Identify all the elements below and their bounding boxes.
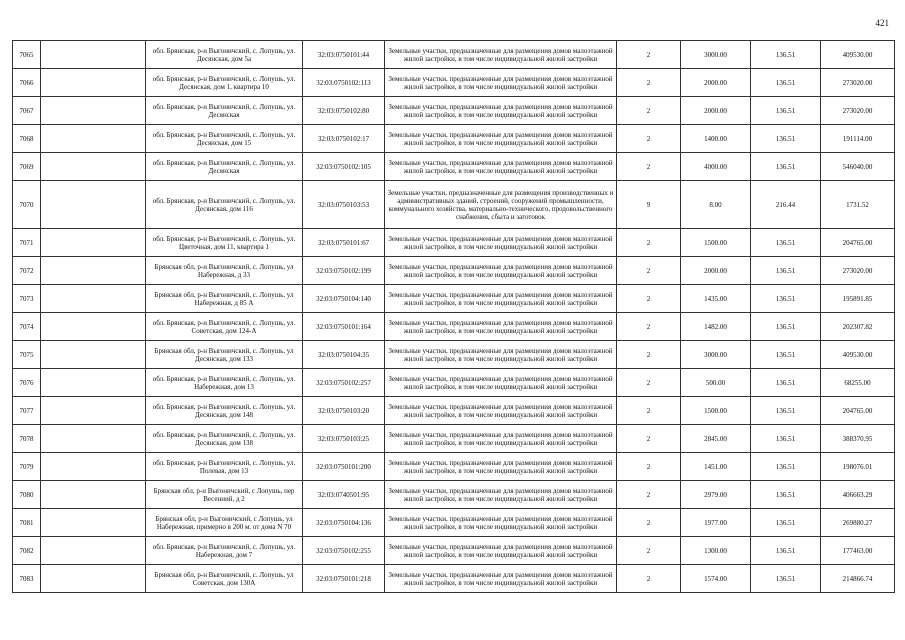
cadastral-number-cell: 32:03:0750102:113 — [303, 69, 385, 97]
page-number: 421 — [875, 18, 889, 28]
blank-cell — [41, 481, 146, 509]
cadastral-number-cell: 32:03:0750102:257 — [303, 369, 385, 397]
cadastral-number-cell: 32:03:0750103:25 — [303, 425, 385, 453]
land-use-cell: Земельные участки, предназначенные для размещения производственных и административных зданий, строений, сооружений промышленности, коммунального хозяйства, материально-технического, продовольственного снабжения, сбыта и заготовок — [385, 181, 617, 229]
use-code-cell: 2 — [617, 257, 681, 285]
cadastral-number-cell: 32:03:0750102:80 — [303, 97, 385, 125]
blank-cell — [41, 69, 146, 97]
address-cell: Брянская обл, р-н Выгоничский, с Лопушь, пер Весенний, д 2 — [146, 481, 303, 509]
cadastral-value-cell: 191114.00 — [821, 125, 895, 153]
rate-cell: 136.51 — [751, 397, 821, 425]
table-row — [13, 69, 895, 97]
blank-cell — [41, 257, 146, 285]
use-code-cell: 2 — [617, 369, 681, 397]
table-row — [13, 537, 895, 565]
rate-cell: 136.51 — [751, 453, 821, 481]
use-code-cell: 9 — [617, 181, 681, 229]
use-code-cell: 2 — [617, 97, 681, 125]
land-use-cell: Земельные участки, предназначенные для размещения домов малоэтажной жилой застройки, в том числе индивидуальной жилой застройки — [385, 425, 617, 453]
row-number-cell: 7069 — [13, 153, 41, 181]
rate-cell: 216.44 — [751, 181, 821, 229]
area-cell: 1977.00 — [681, 509, 751, 537]
row-number-cell: 7078 — [13, 425, 41, 453]
land-use-cell: Земельные участки, предназначенные для размещения домов малоэтажной жилой застройки, в том числе индивидуальной жилой застройки — [385, 341, 617, 369]
use-code-cell: 2 — [617, 481, 681, 509]
row-number-cell: 7076 — [13, 369, 41, 397]
area-cell: 1300.00 — [681, 537, 751, 565]
cadastral-number-cell: 32:03:0750101:200 — [303, 453, 385, 481]
area-cell: 1500.00 — [681, 397, 751, 425]
row-number-cell: 7082 — [13, 537, 41, 565]
blank-cell — [41, 41, 146, 69]
cadastral-number-cell: 32:03:0750102:199 — [303, 257, 385, 285]
cadastral-value-cell: 204765.00 — [821, 397, 895, 425]
blank-cell — [41, 341, 146, 369]
land-use-cell: Земельные участки, предназначенные для размещения домов малоэтажной жилой застройки, в том числе индивидуальной жилой застройки — [385, 369, 617, 397]
area-cell: 1400.00 — [681, 125, 751, 153]
land-use-cell: Земельные участки, предназначенные для размещения домов малоэтажной жилой застройки, в том числе индивидуальной жилой застройки — [385, 69, 617, 97]
row-number-cell: 7075 — [13, 341, 41, 369]
blank-cell — [41, 397, 146, 425]
cadastral-number-cell: 32:03:0750104:35 — [303, 341, 385, 369]
table-row — [13, 257, 895, 285]
blank-cell — [41, 453, 146, 481]
cadastral-value-cell: 273020.00 — [821, 97, 895, 125]
use-code-cell: 2 — [617, 397, 681, 425]
address-cell: обл. Брянская, р-н Выгоничский, с. Лопушь, ул. Десянская, дом 148 — [146, 397, 303, 425]
rate-cell: 136.51 — [751, 565, 821, 593]
area-cell: 3000.00 — [681, 341, 751, 369]
address-cell: обл. Брянская, р-н Выгоничский, с. Лопушь, ул. Десянская, дом 138 — [146, 425, 303, 453]
table-row — [13, 397, 895, 425]
address-cell: Брянская обл, р-н Выгоничский, с. Лопушь, ул Набережная, д 85 А — [146, 285, 303, 313]
table-row — [13, 425, 895, 453]
area-cell: 1500.00 — [681, 229, 751, 257]
area-cell: 1482.00 — [681, 313, 751, 341]
blank-cell — [41, 97, 146, 125]
row-number-cell: 7065 — [13, 41, 41, 69]
cadastral-value-cell: 273020.00 — [821, 257, 895, 285]
cadastral-value-cell: 195891.85 — [821, 285, 895, 313]
area-cell: 500.00 — [681, 369, 751, 397]
table-row — [13, 481, 895, 509]
blank-cell — [41, 285, 146, 313]
use-code-cell: 2 — [617, 537, 681, 565]
use-code-cell: 2 — [617, 69, 681, 97]
rate-cell: 136.51 — [751, 41, 821, 69]
row-number-cell: 7079 — [13, 453, 41, 481]
table-row — [13, 285, 895, 313]
blank-cell — [41, 229, 146, 257]
land-use-cell: Земельные участки, предназначенные для размещения домов малоэтажной жилой застройки, в том числе индивидуальной жилой застройки — [385, 257, 617, 285]
area-cell: 2845.00 — [681, 425, 751, 453]
area-cell: 2000.00 — [681, 257, 751, 285]
rate-cell: 136.51 — [751, 229, 821, 257]
rate-cell: 136.51 — [751, 509, 821, 537]
rate-cell: 136.51 — [751, 537, 821, 565]
cadastral-value-cell: 68255.00 — [821, 369, 895, 397]
cadastral-value-cell: 177463.00 — [821, 537, 895, 565]
row-number-cell: 7072 — [13, 257, 41, 285]
cadastral-value-cell: 202307.82 — [821, 313, 895, 341]
area-cell: 8.00 — [681, 181, 751, 229]
land-use-cell: Земельные участки, предназначенные для размещения домов малоэтажной жилой застройки, в том числе индивидуальной жилой застройки — [385, 453, 617, 481]
use-code-cell: 2 — [617, 41, 681, 69]
address-cell: обл. Брянская, р-н Выгоничский, с. Лопушь, ул. Советская, дом 124-А — [146, 313, 303, 341]
land-use-cell: Земельные участки, предназначенные для размещения домов малоэтажной жилой застройки, в том числе индивидуальной жилой застройки — [385, 153, 617, 181]
row-number-cell: 7067 — [13, 97, 41, 125]
area-cell: 3000.00 — [681, 41, 751, 69]
cadastral-number-cell: 32:03:0750103:53 — [303, 181, 385, 229]
land-use-cell: Земельные участки, предназначенные для размещения домов малоэтажной жилой застройки, в том числе индивидуальной жилой застройки — [385, 41, 617, 69]
area-cell: 2979.00 — [681, 481, 751, 509]
land-use-cell: Земельные участки, предназначенные для размещения домов малоэтажной жилой застройки, в том числе индивидуальной жилой застройки — [385, 537, 617, 565]
row-number-cell: 7073 — [13, 285, 41, 313]
rate-cell: 136.51 — [751, 425, 821, 453]
cadastral-number-cell: 32:03:0750101:218 — [303, 565, 385, 593]
cadastral-value-cell: 1731.52 — [821, 181, 895, 229]
land-use-cell: Земельные участки, предназначенные для размещения домов малоэтажной жилой застройки, в том числе индивидуальной жилой застройки — [385, 313, 617, 341]
cadastral-value-cell: 406663.29 — [821, 481, 895, 509]
rate-cell: 136.51 — [751, 153, 821, 181]
area-cell: 1451.00 — [681, 453, 751, 481]
cadastral-value-cell: 273020.00 — [821, 69, 895, 97]
area-cell: 4000.00 — [681, 153, 751, 181]
blank-cell — [41, 509, 146, 537]
row-number-cell: 7068 — [13, 125, 41, 153]
land-use-cell: Земельные участки, предназначенные для размещения домов малоэтажной жилой застройки, в том числе индивидуальной жилой застройки — [385, 97, 617, 125]
blank-cell — [41, 181, 146, 229]
rate-cell: 136.51 — [751, 97, 821, 125]
land-use-cell: Земельные участки, предназначенные для размещения домов малоэтажной жилой застройки, в том числе индивидуальной жилой застройки — [385, 285, 617, 313]
table-row — [13, 509, 895, 537]
use-code-cell: 2 — [617, 565, 681, 593]
address-cell: Брянская обл, р-н Выгоничский, с. Лопушь, ул Советская, дом 130А — [146, 565, 303, 593]
blank-cell — [41, 369, 146, 397]
land-use-cell: Земельные участки, предназначенные для размещения домов малоэтажной жилой застройки, в том числе индивидуальной жилой застройки — [385, 481, 617, 509]
land-use-cell: Земельные участки, предназначенные для размещения домов малоэтажной жилой застройки, в том числе индивидуальной жилой застройки — [385, 565, 617, 593]
table-row — [13, 453, 895, 481]
table-row — [13, 181, 895, 229]
row-number-cell: 7077 — [13, 397, 41, 425]
blank-cell — [41, 125, 146, 153]
cadastral-number-cell: 32:03:0750101:44 — [303, 41, 385, 69]
table-row — [13, 369, 895, 397]
address-cell: обл. Брянская, р-н Выгоничский, с. Лопушь, ул. Десянская, дом 1, квартира 10 — [146, 69, 303, 97]
blank-cell — [41, 313, 146, 341]
area-cell: 2000.00 — [681, 69, 751, 97]
cadastral-number-cell: 32:03:0750104:140 — [303, 285, 385, 313]
rate-cell: 136.51 — [751, 313, 821, 341]
use-code-cell: 2 — [617, 509, 681, 537]
use-code-cell: 2 — [617, 229, 681, 257]
table-row — [13, 229, 895, 257]
address-cell: обл. Брянская, р-н Выгоничский, с. Лопушь, ул. Цветочная, дом 11, квартира 1 — [146, 229, 303, 257]
rate-cell: 136.51 — [751, 257, 821, 285]
use-code-cell: 2 — [617, 341, 681, 369]
rate-cell: 136.51 — [751, 285, 821, 313]
row-number-cell: 7083 — [13, 565, 41, 593]
address-cell: обл. Брянская, р-н Выгоничский, с. Лопушь, ул. Десянская, дом 15 — [146, 125, 303, 153]
blank-cell — [41, 565, 146, 593]
land-use-cell: Земельные участки, предназначенные для размещения домов малоэтажной жилой застройки, в том числе индивидуальной жилой застройки — [385, 397, 617, 425]
address-cell: обл. Брянская, р-н Выгоничский, с. Лопушь, ул. Десянская, дом 5а — [146, 41, 303, 69]
blank-cell — [41, 537, 146, 565]
address-cell: обл. Брянская, р-н Выгоничский, с. Лопушь, ул. Десянская — [146, 153, 303, 181]
table-body — [13, 41, 895, 593]
land-use-cell: Земельные участки, предназначенные для размещения домов малоэтажной жилой застройки, в том числе индивидуальной жилой застройки — [385, 229, 617, 257]
address-cell: обл. Брянская, р-н Выгоничский, с. Лопушь, ул. Десянская — [146, 97, 303, 125]
area-cell: 2000.00 — [681, 97, 751, 125]
rate-cell: 136.51 — [751, 481, 821, 509]
table-row — [13, 97, 895, 125]
cadastral-number-cell: 32:03:0750101:67 — [303, 229, 385, 257]
cadastral-number-cell: 32:03:0750104:136 — [303, 509, 385, 537]
cadastral-number-cell: 32:03:0750102:17 — [303, 125, 385, 153]
cadastral-value-cell: 409530.00 — [821, 341, 895, 369]
cadastral-number-cell: 32:03:0750102:255 — [303, 537, 385, 565]
table-row — [13, 125, 895, 153]
table-row — [13, 313, 895, 341]
row-number-cell: 7080 — [13, 481, 41, 509]
row-number-cell: 7071 — [13, 229, 41, 257]
cadastral-value-cell: 388370.95 — [821, 425, 895, 453]
address-cell: Брянская обл, р-н Выгоничский, с. Лопушь, ул Набережная, д 33 — [146, 257, 303, 285]
use-code-cell: 2 — [617, 153, 681, 181]
address-cell: обл. Брянская, р-н Выгоничский, с. Лопушь, ул. Полевая, дом 13 — [146, 453, 303, 481]
cadastral-value-cell: 198076.01 — [821, 453, 895, 481]
land-registry-table — [12, 40, 895, 593]
cadastral-number-cell: 32:03:0750103:20 — [303, 397, 385, 425]
table-row — [13, 153, 895, 181]
land-use-cell: Земельные участки, предназначенные для размещения домов малоэтажной жилой застройки, в том числе индивидуальной жилой застройки — [385, 509, 617, 537]
blank-cell — [41, 153, 146, 181]
table-row — [13, 41, 895, 69]
use-code-cell: 2 — [617, 313, 681, 341]
cadastral-number-cell: 32:03:0750102:105 — [303, 153, 385, 181]
cadastral-number-cell: 32:03:0740501:95 — [303, 481, 385, 509]
address-cell: обл. Брянская, р-н Выгоничский, с. Лопушь, ул. Набережная, дом 13 — [146, 369, 303, 397]
address-cell: Брянская обл, р-н Выгоничский, с. Лопушь, ул Десянская, дом 133 — [146, 341, 303, 369]
use-code-cell: 2 — [617, 453, 681, 481]
use-code-cell: 2 — [617, 285, 681, 313]
rate-cell: 136.51 — [751, 125, 821, 153]
table-row — [13, 565, 895, 593]
address-cell: Брянская обл, р-н Выгоничский, с Лопушь, ул Набережная, примерно в 200 м. от дома N 70 — [146, 509, 303, 537]
row-number-cell: 7081 — [13, 509, 41, 537]
rate-cell: 136.51 — [751, 341, 821, 369]
cadastral-value-cell: 204765.00 — [821, 229, 895, 257]
land-use-cell: Земельные участки, предназначенные для размещения домов малоэтажной жилой застройки, в том числе индивидуальной жилой застройки — [385, 125, 617, 153]
cadastral-value-cell: 214866.74 — [821, 565, 895, 593]
row-number-cell: 7074 — [13, 313, 41, 341]
cadastral-value-cell: 269880.27 — [821, 509, 895, 537]
use-code-cell: 2 — [617, 425, 681, 453]
row-number-cell: 7070 — [13, 181, 41, 229]
cadastral-value-cell: 409530.00 — [821, 41, 895, 69]
row-number-cell: 7066 — [13, 69, 41, 97]
rate-cell: 136.51 — [751, 69, 821, 97]
area-cell: 1574.00 — [681, 565, 751, 593]
table-row — [13, 341, 895, 369]
area-cell: 1435.00 — [681, 285, 751, 313]
use-code-cell: 2 — [617, 125, 681, 153]
blank-cell — [41, 425, 146, 453]
cadastral-number-cell: 32:03:0750101:164 — [303, 313, 385, 341]
cadastral-value-cell: 546040.00 — [821, 153, 895, 181]
address-cell: обл. Брянская, р-н Выгоничский, с. Лопушь, ул. Набережная, дом 7 — [146, 537, 303, 565]
address-cell: обл. Брянская, р-н Выгоничский, с. Лопушь, ул. Десянская, дом 116 — [146, 181, 303, 229]
rate-cell: 136.51 — [751, 369, 821, 397]
